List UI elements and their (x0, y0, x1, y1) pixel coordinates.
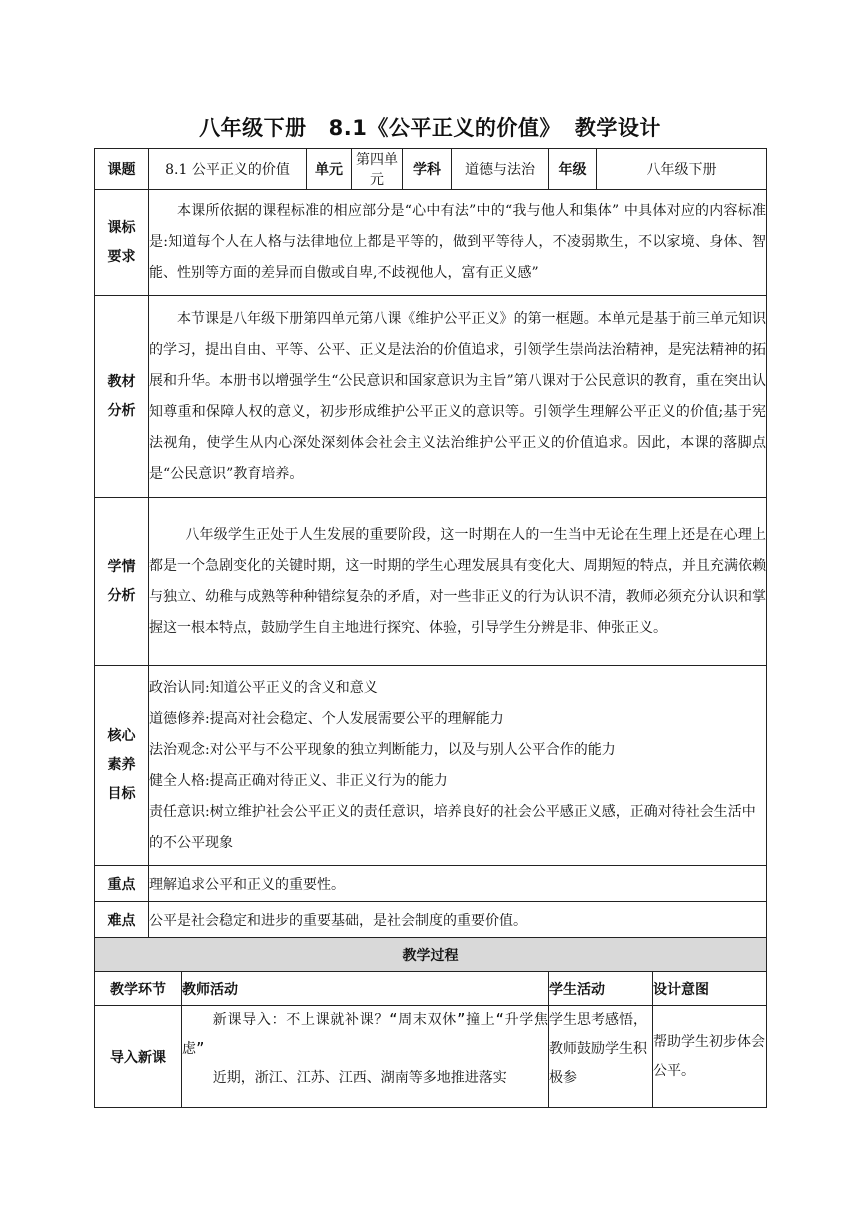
teacher-activity-line: 近期，浙江、江苏、江西、湖南等多地推进落实 (212, 1070, 507, 1086)
core-goal-item: 责任意识:树立维护社会公平正义的责任意识，培养良好的社会公平感正义感，正确对待社会生活中的不公平现象 (149, 803, 756, 851)
curriculum-row (95, 190, 767, 296)
students-label: 学情 分析 (95, 498, 149, 666)
subject-value: 道德与法治 (452, 149, 549, 190)
subject-label: 学科 (403, 149, 452, 190)
students-row (95, 498, 767, 666)
process-section-row (95, 938, 767, 972)
difficulty-text: 公平是社会稳定和进步的重要基础，是社会制度的重要价值。 (149, 902, 767, 938)
stage-cell: 导入新课 (95, 1006, 182, 1108)
document-title (0, 112, 860, 142)
topic-value: 8.1 公平正义的价值 (149, 149, 307, 190)
unit-label: 单元 (307, 149, 352, 190)
key-point-text: 理解追求公平和正义的重要性。 (149, 866, 767, 902)
core-label: 核心 素养 目标 (95, 666, 149, 866)
core-row (95, 666, 767, 866)
header-student: 学生活动 (549, 972, 653, 1006)
core-goal-item: 健全人格:提高正确对待正义、非正义行为的能力 (149, 772, 448, 789)
title-lesson: 8.1《公平正义的价值》 (328, 116, 561, 140)
header-stage: 教学环节 (95, 972, 182, 1006)
textbook-label: 教材 分析 (95, 296, 149, 498)
core-goal-item: 道德修养:提高对社会稳定、个人发展需要公平的理解能力 (149, 710, 504, 727)
curriculum-label: 课标 要求 (95, 190, 149, 296)
title-suffix: 教学设计 (574, 116, 661, 140)
core-goals (149, 666, 767, 866)
teacher-activity (182, 1006, 549, 1108)
key-point-row (95, 866, 767, 902)
difficulty-label: 难点 (95, 902, 149, 938)
difficulty-row (95, 902, 767, 938)
key-point-label: 重点 (95, 866, 149, 902)
title-grade: 八年级下册 (199, 116, 307, 140)
teacher-activity-line: 新课导入：不上课就补课？“周末双休”撞上“升学焦虑” (182, 1012, 548, 1057)
info-row (95, 149, 767, 190)
textbook-text: 本节课是八年级下册第四单元第八课《维护公平正义》的第一框题。本单元是基于前三单元知识的学习，提出自由、平等、公平、正义是法治的价值追求，引领学生崇尚法治精神，是宪法精神的拓展和升华。本册书以增强学生“公民意识和国家意识为主旨”第八课对于公民意识的教育，重在突出认知尊重和保障人权的意义，初步形成维护公平正义的意识等。引领学生理解公平正义的价值;基于宪法视角，使学生从内心深处深刻体会社会主义法治维护公平正义的价值追求。因此，本课的落脚点是“公民意识”教育培养。 (149, 296, 767, 498)
core-goal-item: 政治认同:知道公平正义的含义和意义 (149, 679, 378, 696)
header-intent: 设计意图 (653, 972, 767, 1006)
process-section-title: 教学过程 (95, 938, 767, 972)
student-activity: 学生思考感悟，教师鼓励学生积极参 (549, 1006, 653, 1108)
design-intent: 帮助学生初步体会公平。 (653, 1006, 767, 1108)
grade-value: 八年级下册 (597, 149, 767, 190)
lesson-plan-table (94, 148, 767, 1108)
unit-value: 第四单元 (352, 149, 403, 190)
grade-label: 年级 (549, 149, 597, 190)
topic-label: 课题 (95, 149, 149, 190)
students-text: 八年级学生正处于人生发展的重要阶段，这一时期在人的一生当中无论在生理上还是在心理上都是一个急剧变化的关键时期，这一时期的学生心理发展具有变化大、周期短的特点，并且充满依赖与独立、幼稚与成熟等种种错综复杂的矛盾，对一些非正义的行为认识不清，教师必须充分认识和掌握这一根本特点，鼓励学生自主地进行探究、体验，引导学生分辨是非、伸张正义。 (149, 498, 767, 666)
textbook-row (95, 296, 767, 498)
core-goal-item: 法治观念:对公平与不公平现象的独立判断能力，以及与别人公平合作的能力 (149, 741, 616, 758)
process-row (95, 1006, 767, 1108)
header-teacher: 教师活动 (182, 972, 549, 1006)
curriculum-text: 本课所依据的课程标准的相应部分是“心中有法”中的“我与他人和集体” 中具体对应的内容标准是:知道每个人在人格与法律地位上都是平等的，做到平等待人，不凌弱欺生，不以家境、身体、智能、性别等方面的差异而自傲或自卑,不歧视他人，富有正义感” (149, 190, 767, 296)
process-header-row (95, 972, 767, 1006)
